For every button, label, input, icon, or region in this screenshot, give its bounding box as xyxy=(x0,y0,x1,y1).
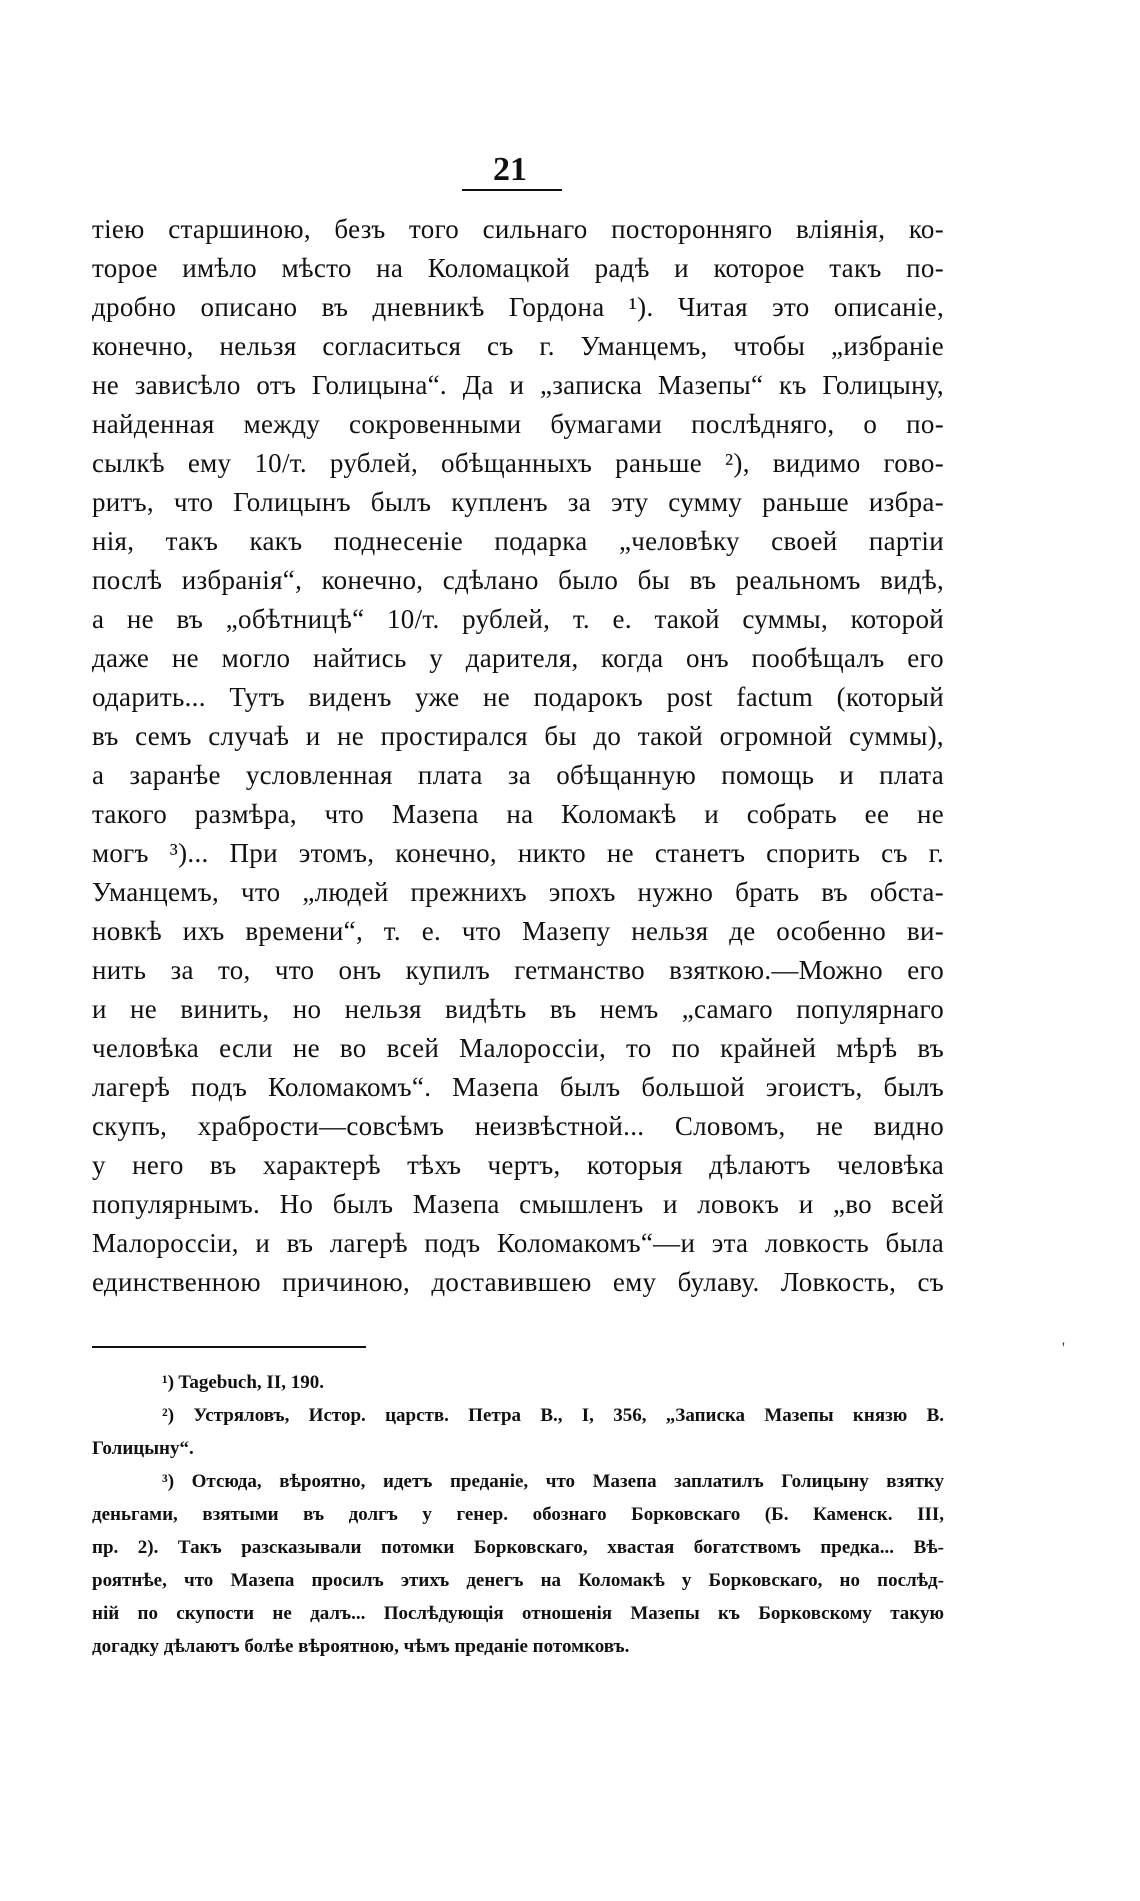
footnotes xyxy=(92,1366,944,1663)
footnote-line: Голицыну“. xyxy=(92,1438,194,1459)
text-line: не зависѣло отъ Голицына“. Да и „записка Мазепы“ къ Голицыну, xyxy=(92,370,944,400)
body-text xyxy=(92,210,944,1302)
text-line: конечно, нельзя согласиться съ г. Уманцемъ, чтобы „избранiе xyxy=(92,331,944,361)
footnote-line: ¹) Tagebuch, II, 190. xyxy=(162,1372,324,1393)
text-line: ритъ, что Голицынъ былъ купленъ за эту сумму раньше избра- xyxy=(92,487,944,517)
footnote-line: деньгами, взятыми въ долгъ у генер. обознаго Борковскаго (Б. Каменск. III, xyxy=(92,1504,944,1525)
text-line: а заранѣе условленная плата за обѣщанную помощь и плата xyxy=(92,760,944,790)
text-line: нить за то, что онъ купилъ гетманство взяткою.—Можно его xyxy=(92,955,944,985)
footnote-line: роятнѣе, что Мазепа просилъ этихъ денегъ на Коломакѣ у Борковскаго, но послѣд- xyxy=(92,1570,944,1591)
text-line: послѣ избранiя“, конечно, сдѣлано было бы въ реальномъ видѣ, xyxy=(92,565,944,595)
text-line: лагерѣ подъ Коломакомъ“. Мазепа былъ большой эгоистъ, былъ xyxy=(92,1072,944,1102)
text-line: Уманцемъ, что „людей прежнихъ эпохъ нужно брать въ обста- xyxy=(92,877,944,907)
footnote-separator xyxy=(92,1346,366,1348)
text-line: популярнымъ. Но былъ Мазепа смышленъ и ловокъ и „во всей xyxy=(92,1189,944,1219)
footnote-line: догадку дѣлаютъ болѣе вѣроятною, чѣмъ преданiе потомковъ. xyxy=(92,1636,630,1657)
text-line: даже не могло найтись у дарителя, когда онъ пообѣщалъ его xyxy=(92,643,944,673)
text-line: Малороссiи, и въ лагерѣ подъ Коломакомъ“—и эта ловкость была xyxy=(92,1228,944,1258)
footnote-line: пр. 2). Такъ разсказывали потомки Борковскаго, хвастая богатствомъ предка... Вѣ- xyxy=(92,1537,944,1558)
footnote-line: ²) Устряловъ, Истор. царств. Петра В., I, 356, „Записка Мазепы князю В. xyxy=(162,1405,944,1426)
text-line: въ семъ случаѣ и не простирался бы до такой огромной суммы), xyxy=(92,721,944,751)
text-line: такого размѣра, что Мазепа на Коломакѣ и собрать ее не xyxy=(92,799,944,829)
text-line: торое имѣло мѣсто на Коломацкой радѣ и которое такъ по- xyxy=(92,253,944,283)
text-line: а не въ „обѣтницѣ“ 10/т. рублей, т. е. такой суммы, которой xyxy=(92,604,944,634)
text-line: у него въ характерѣ тѣхъ чертъ, которыя дѣлаютъ человѣка xyxy=(92,1150,944,1180)
margin-mark: ' xyxy=(1062,1340,1065,1357)
footnote-line: нiй по скупости не далъ... Послѣдующiя отношенiя Мазепы къ Борковскому такую xyxy=(92,1603,944,1624)
text-line: новкѣ ихъ времени“, т. е. что Мазепу нельзя де особенно ви- xyxy=(92,916,944,946)
text-line: могъ ³)... При этомъ, конечно, никто не станетъ спорить съ г. xyxy=(92,838,944,868)
footnote-line: ³) Отсюда, вѣроятно, идетъ преданiе, что Мазепа заплатилъ Голицыну взятку xyxy=(162,1471,944,1492)
text-line: одарить... Тутъ виденъ уже не подарокъ post factum (который xyxy=(92,682,944,712)
text-line: и не винить, но нельзя видѣть въ немъ „самаго популярнаго xyxy=(92,994,944,1024)
text-line: сылкѣ ему 10/т. рублей, обѣщанныхъ раньше ²), видимо гово- xyxy=(92,448,944,478)
page-number-rule xyxy=(462,189,562,191)
text-line: нiя, такъ какъ поднесенiе подарка „человѣку своей партiи xyxy=(92,526,944,556)
text-line: скупъ, храбрости—совсѣмъ неизвѣстной... Словомъ, не видно xyxy=(92,1111,944,1141)
text-line: единственною причиною, доставившею ему булаву. Ловкость, съ xyxy=(92,1267,944,1297)
text-line: человѣка если не во всей Малороссiи, то по крайней мѣрѣ въ xyxy=(92,1033,944,1063)
text-line: дробно описано въ дневникѣ Гордона ¹). Читая это описанiе, xyxy=(92,292,944,322)
page-number: 21 xyxy=(493,151,527,188)
text-line: тiею старшиною, безъ того сильнаго посторонняго влiянiя, ко- xyxy=(92,214,944,244)
text-line: найденная между сокровенными бумагами послѣдняго, о по- xyxy=(92,409,944,439)
